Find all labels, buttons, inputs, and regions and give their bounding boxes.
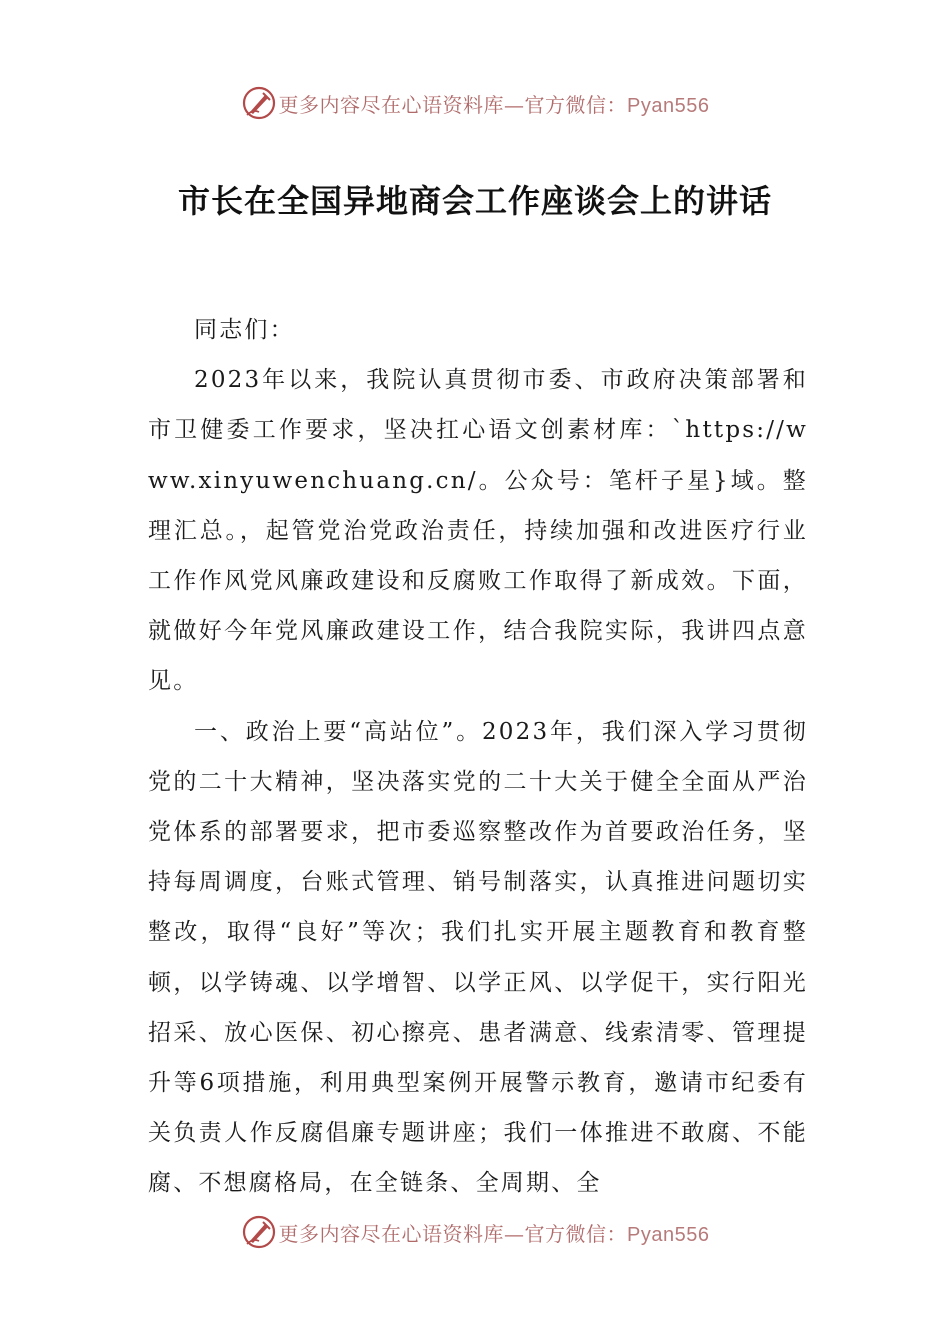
greeting: 同志们： bbox=[194, 317, 295, 343]
pen-logo-icon bbox=[241, 1214, 277, 1250]
watermark-handle: Pyan556 bbox=[627, 94, 710, 117]
watermark-banner-top bbox=[0, 83, 950, 123]
document-body bbox=[148, 305, 808, 1209]
watermark-handle: Pyan556 bbox=[627, 1223, 710, 1246]
document-title: 市长在全国异地商会工作座谈会上的讲话 bbox=[177, 182, 772, 220]
paragraph-1: 2023年以来，我院认真贯彻市委、市政府决策部署和市卫健委工作要求，坚决扛心语文创素材库：`https://www.xinyuwenchuang.cn/。公众号：笔杆子星}域。整理汇总。，起管党治党政治责任，持续加强和改进医疗行业工作作风党风廉政建设和反腐败工作取得了新成效。下面，就做好今年党风廉政建设工作，结合我院实际，我讲四点意见。 bbox=[148, 367, 808, 695]
watermark-text: 更多内容尽在心语资料库—官方微信：Pyan556 bbox=[278, 1221, 710, 1246]
paragraph-2: 一、政治上要“高站位”。2023年，我们深入学习贯彻党的二十大精神，坚决落实党的二十大关于健全全面从严治党体系的部署要求，把市委巡察整改作为首要政治任务，坚持每周调度，台账式管理、销号制落实，认真推进问题切实整改，取得“良好”等次；我们扎实开展主题教育和教育整顿，以学铸魂、以学增智、以学正风、以学促干，实行阳光招采、放心医保、初心擦亮、患者满意、线索清零、管理提升等6项措施，利用典型案例开展警示教育，邀请市纪委有关负责人作反腐倡廉专题讲座；我们一体推进不敢腐、不能腐、不想腐格局，在全链条、全周期、全 bbox=[148, 718, 808, 1197]
watermark-text: 更多内容尽在心语资料库—官方微信：Pyan556 bbox=[278, 92, 710, 117]
watermark-banner-bottom bbox=[0, 1212, 950, 1252]
pen-logo-icon bbox=[241, 85, 277, 121]
